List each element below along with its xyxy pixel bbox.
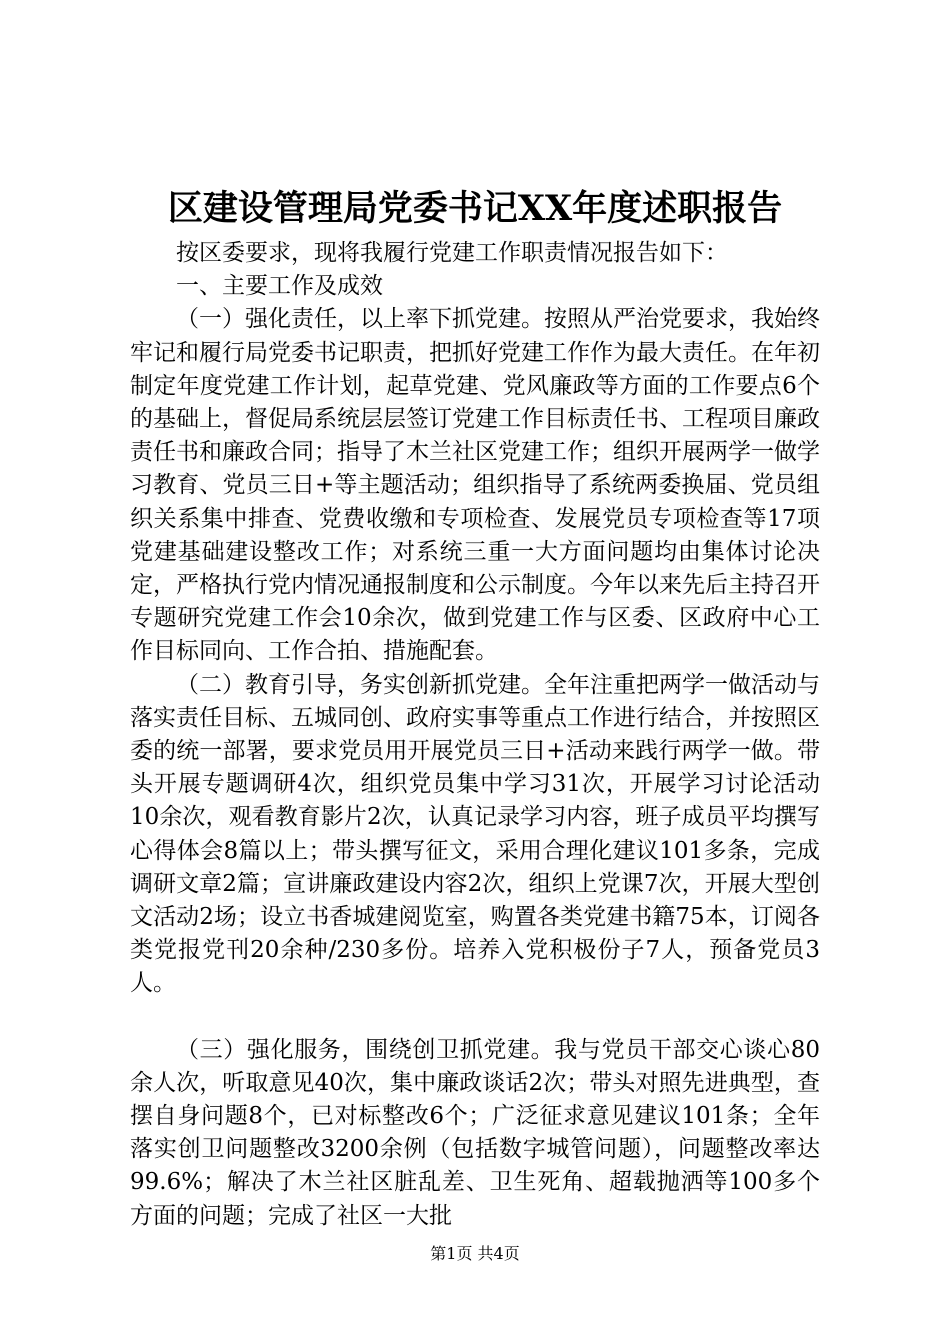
paragraph-responsibility: （一）强化责任，以上率下抓党建。按照从严治党要求，我始终牢记和履行局党委书记职责，把抓好党建工作作为最大责任。在年初制定年度党建工作计划，起草党建、党风廉政等方面的工作要点6个的基础上，督促局系统层层签订党建工作目标责任书、工程项目廉政责任书和廉政合同；指导了木兰社区党建工作；组织开展两学一做学习教育、党员三日+等主题活动；组织指导了系统两委换届、党员组织关系集中排查、党费收缴和专项检查、发展党员专项检查等17项党建基础建设整改工作；对系统三重一大方面问题均由集体讨论决定，严格执行党内情况通报制度和公示制度。今年以来先后主持召开专题研究党建工作会10余次，做到党建工作与区委、区政府中心工作目标同向、工作合拍、措施配套。	[130, 306, 820, 665]
page-number-footer: 第1页 共4页	[430, 1244, 520, 1263]
document-body	[130, 237, 820, 1233]
intro-paragraph: 按区委要求，现将我履行党建工作职责情况报告如下：	[176, 240, 728, 266]
paragraph-education: （二）教育引导，务实创新抓党建。全年注重把两学一做活动与落实责任目标、五城同创、政府实事等重点工作进行结合，并按照区委的统一部署，要求党员用开展党员三日+活动来践行两学一做。带头开展专题调研4次，组织党员集中学习31次，开展学习讨论活动10余次，观看教育影片2次，认真记录学习内容，班子成员平均撰写心得体会8篇以上；带头撰写征文，采用合理化建议101多条，完成调研文章2篇；宣讲廉政建设内容2次，组织上党课7次，开展大型创文活动2场；设立书香城建阅览室，购置各类党建书籍75本，订阅各类党报党刊20余种/230多份。培养入党积极份子7人，预备党员3人。	[130, 671, 820, 997]
document-title: 区建设管理局党委书记XX年度述职报告	[167, 188, 783, 229]
paragraph-service: （三）强化服务，围绕创卫抓党建。我与党员干部交心谈心80余人次，听取意见40次，集中廉政谈话2次；带头对照先进典型，查摆自身问题8个，已对标整改6个；广泛征求意见建议101条；全年落实创卫问题整改3200余例（包括数字城管问题），问题整改率达99.6%；解决了木兰社区脏乱差、卫生死角、超载抛洒等100多个方面的问题；完成了社区一大批	[130, 1036, 820, 1229]
section-heading: 一、主要工作及成效	[176, 273, 383, 300]
